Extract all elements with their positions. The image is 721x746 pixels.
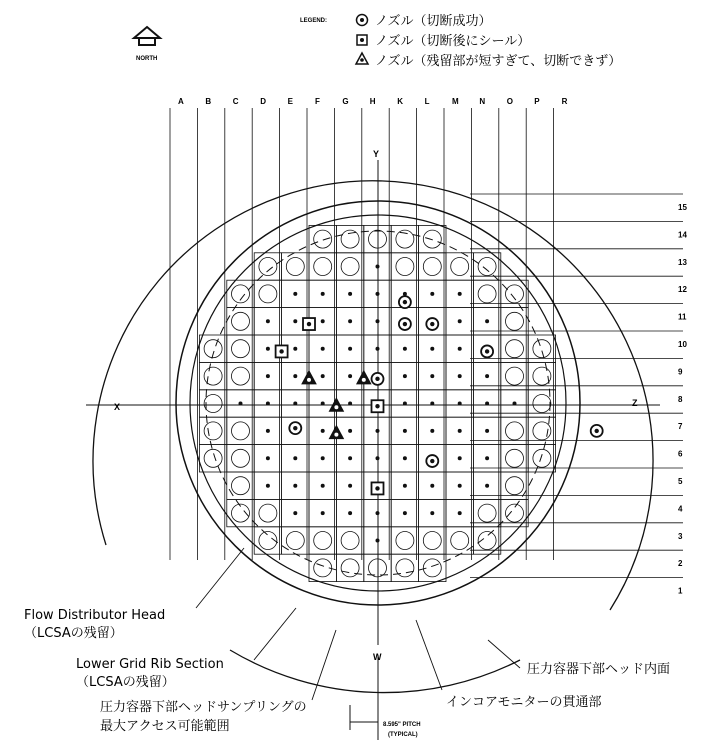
nozzle-cut-icon [399, 318, 411, 330]
lower-grid-sub: （LCSAの残留） [76, 675, 175, 690]
instrument-position [321, 292, 324, 295]
peripheral-hole [478, 258, 496, 276]
grid-cell [227, 335, 254, 362]
north-label: NORTH [136, 56, 158, 62]
instrument-position [349, 375, 352, 378]
row-lines [470, 194, 687, 596]
instrument-position [321, 484, 324, 487]
grid-cell [254, 499, 281, 526]
grid-cell [309, 527, 336, 554]
row-label: 13 [678, 257, 687, 267]
grid-cell [199, 335, 226, 362]
instrument-position [431, 347, 434, 350]
grid-cell [227, 362, 254, 389]
grid-cell [227, 280, 254, 307]
peripheral-hole [204, 395, 222, 413]
peripheral-hole [533, 395, 551, 413]
peripheral-hole [533, 449, 551, 467]
peripheral-hole [341, 559, 359, 577]
peripheral-hole [232, 340, 250, 358]
instrument-position [458, 511, 461, 514]
row-label: 6 [678, 449, 683, 459]
column-label: F [315, 97, 320, 106]
peripheral-hole [314, 230, 332, 248]
instrument-position [431, 375, 434, 378]
instrument-position [266, 320, 269, 323]
instrument-position [403, 429, 406, 432]
grid-cell [227, 417, 254, 444]
row-label: 5 [678, 477, 683, 486]
instrument-position [349, 347, 352, 350]
instrument-position [458, 484, 461, 487]
instrument-position [266, 375, 269, 378]
grid-cell [309, 554, 336, 581]
peripheral-hole [232, 422, 250, 440]
peripheral-hole [506, 422, 524, 440]
row-label: 1 [678, 586, 683, 596]
instrument-position [294, 292, 297, 295]
row-label: 2 [678, 559, 683, 569]
axis-y-label: Y [373, 149, 380, 159]
peripheral-hole [341, 258, 359, 276]
grid-cell [419, 554, 446, 581]
grid-cell [227, 308, 254, 335]
nozzle-sealed-icon [303, 318, 315, 330]
peripheral-hole [506, 312, 524, 330]
peripheral-hole [314, 532, 332, 550]
instrument-position [266, 484, 269, 487]
peripheral-hole [506, 477, 524, 495]
peripheral-hole [286, 258, 304, 276]
vessel-inner-label: 圧力容器下部ヘッド内面 [527, 662, 671, 677]
instrument-position [349, 457, 352, 460]
incore-monitor-label: インコアモニターの貫通部 [446, 695, 602, 710]
grid-cell [391, 554, 418, 581]
nozzle-sealed-icon [276, 345, 288, 357]
peripheral-hole [232, 477, 250, 495]
column-label: R [561, 97, 568, 106]
peripheral-hole [506, 285, 524, 303]
grid-cell [391, 225, 418, 252]
row-label: 11 [678, 312, 687, 322]
grid-cell [309, 225, 336, 252]
grid-cell [419, 225, 446, 252]
peripheral-hole [204, 422, 222, 440]
grid-cell [419, 253, 446, 280]
pitch-typical: (TYPICAL) [388, 732, 418, 738]
legend-item-square: ノズル（切断後にシール） [375, 34, 531, 49]
grid-cell [199, 362, 226, 389]
grid-cell [227, 499, 254, 526]
grid-cell [336, 225, 363, 252]
nozzle-cut-icon [591, 425, 603, 437]
peripheral-hole [396, 559, 414, 577]
peripheral-hole [259, 285, 277, 303]
grid-cell [391, 253, 418, 280]
row-label: 15 [678, 203, 687, 212]
peripheral-hole [506, 449, 524, 467]
peripheral-hole [396, 532, 414, 550]
peripheral-hole [533, 340, 551, 358]
peripheral-hole [478, 285, 496, 303]
peripheral-hole [423, 230, 441, 248]
peripheral-hole [396, 258, 414, 276]
legend-item-triangle: ノズル（残留部が短すぎて、切断できず） [375, 54, 622, 69]
axis-z-label: Z [632, 398, 638, 408]
column-label: N [479, 97, 486, 106]
legend-square-icon [357, 35, 367, 45]
peripheral-hole [286, 532, 304, 550]
column-label: C [232, 97, 239, 106]
flow-distributor-label: Flow Distributor Head [24, 608, 166, 623]
nozzle-uncut-icon [302, 371, 316, 384]
row-label: 4 [678, 504, 683, 514]
column-label: H [369, 97, 376, 106]
instrument-position [294, 457, 297, 460]
column-label: L [424, 97, 430, 106]
nozzle-uncut-icon [357, 371, 371, 384]
instrument-position [486, 320, 489, 323]
row-label: 8 [678, 394, 683, 404]
axis-x-label: X [114, 402, 121, 412]
legend-item-circle: ノズル（切断成功） [375, 14, 492, 29]
instrument-position [431, 511, 434, 514]
grid-cell [336, 527, 363, 554]
column-label: A [178, 97, 184, 106]
instrument-position [458, 292, 461, 295]
column-label: B [205, 97, 212, 106]
nozzle-cut-icon [372, 373, 384, 385]
peripheral-hole [204, 367, 222, 385]
instrument-position [321, 320, 324, 323]
row-label: 10 [678, 340, 687, 349]
nozzle-sealed-icon [372, 482, 384, 494]
instrument-position [431, 429, 434, 432]
column-label: E [287, 97, 293, 106]
nozzle-sealed-icon [372, 400, 384, 412]
column-label: M [452, 97, 459, 106]
instrument-position [294, 511, 297, 514]
instrument-position [486, 484, 489, 487]
column-label: D [260, 97, 266, 106]
column-label: G [342, 97, 349, 106]
instrument-position [321, 457, 324, 460]
instrument-position [321, 429, 324, 432]
instrument-position [349, 320, 352, 323]
sampling-range-label: 圧力容器下部ヘッドサンプリングの [100, 700, 307, 715]
peripheral-hole [341, 532, 359, 550]
instrument-position [403, 347, 406, 350]
grid-cell [282, 527, 309, 554]
instrument-position [266, 457, 269, 460]
row-label: 9 [678, 367, 683, 377]
row-label: 7 [678, 422, 683, 432]
legend-circle-icon [357, 15, 368, 26]
grid-cell [446, 527, 473, 554]
instrument-position [458, 375, 461, 378]
instrument-position [349, 484, 352, 487]
instrument-position [266, 347, 269, 350]
nozzle-uncut-icon [329, 426, 343, 439]
peripheral-hole [478, 504, 496, 522]
nozzle-cut-icon [289, 422, 301, 434]
peripheral-hole [232, 449, 250, 467]
instrument-position [349, 429, 352, 432]
north-arrow-icon [134, 27, 160, 45]
axis-w-label: W [373, 652, 382, 662]
instrument-position [321, 347, 324, 350]
instrument-position [458, 320, 461, 323]
instrument-position [403, 457, 406, 460]
peripheral-hole [451, 532, 469, 550]
grid-cell [254, 253, 281, 280]
peripheral-hole [232, 504, 250, 522]
instrument-position [486, 457, 489, 460]
instrument-position [486, 375, 489, 378]
peripheral-hole [506, 340, 524, 358]
grid-cell [227, 445, 254, 472]
instrument-position [349, 511, 352, 514]
instrument-position [403, 292, 406, 295]
instrument-position [294, 375, 297, 378]
instrument-position [403, 484, 406, 487]
nozzle-cut-icon [426, 318, 438, 330]
grid-cell [446, 253, 473, 280]
instrument-position [266, 429, 269, 432]
peripheral-hole [259, 504, 277, 522]
grid-cell [199, 390, 226, 417]
instrument-position [431, 484, 434, 487]
grid-cell [282, 253, 309, 280]
nozzle-cut-icon [426, 455, 438, 467]
instrument-position [294, 347, 297, 350]
legend-title: LEGEND: [300, 18, 327, 24]
grid-cell [309, 253, 336, 280]
column-label: O [506, 97, 514, 106]
pitch-dimension [350, 705, 378, 730]
instrument-position [403, 375, 406, 378]
grid-cell [199, 417, 226, 444]
grid-cell [227, 472, 254, 499]
pitch-label: 8.595" PITCH [383, 722, 421, 728]
peripheral-hole [423, 258, 441, 276]
peripheral-hole [423, 532, 441, 550]
peripheral-hole [204, 449, 222, 467]
grid-cell [254, 527, 281, 554]
flow-distributor-sub: （LCSAの残留） [24, 626, 123, 641]
instrument-position [321, 511, 324, 514]
instrument-position [486, 429, 489, 432]
instrument-position [294, 484, 297, 487]
peripheral-hole [232, 367, 250, 385]
column-label: K [397, 97, 403, 106]
peripheral-hole [506, 367, 524, 385]
legend-triangle-icon [356, 53, 368, 64]
sampling-range-sub: 最大アクセス可能範囲 [100, 719, 230, 734]
row-label: 12 [678, 285, 687, 295]
peripheral-hole [506, 504, 524, 522]
peripheral-hole [232, 312, 250, 330]
instrument-position [403, 511, 406, 514]
instrument-position [458, 347, 461, 350]
grid-cell [419, 527, 446, 554]
instrument-position [431, 292, 434, 295]
nozzle-cut-icon [481, 345, 493, 357]
nozzle-cut-icon [399, 296, 411, 308]
grid-cell [336, 554, 363, 581]
instrument-position [321, 375, 324, 378]
grid-cell [254, 280, 281, 307]
column-label: P [534, 97, 540, 106]
instrument-position [349, 292, 352, 295]
peripheral-hole [314, 258, 332, 276]
grid-cell [199, 445, 226, 472]
instrument-position [458, 429, 461, 432]
row-label: 14 [678, 230, 687, 240]
lower-grid-label: Lower Grid Rib Section [76, 657, 224, 672]
peripheral-hole [259, 258, 277, 276]
legend [300, 13, 621, 69]
peripheral-hole [451, 258, 469, 276]
row-label: 3 [678, 531, 683, 541]
leader-lines [196, 548, 520, 700]
instrument-position [294, 320, 297, 323]
vessel-outline [93, 181, 653, 693]
grid-cell [391, 527, 418, 554]
grid-cell [336, 253, 363, 280]
instrument-position [458, 457, 461, 460]
